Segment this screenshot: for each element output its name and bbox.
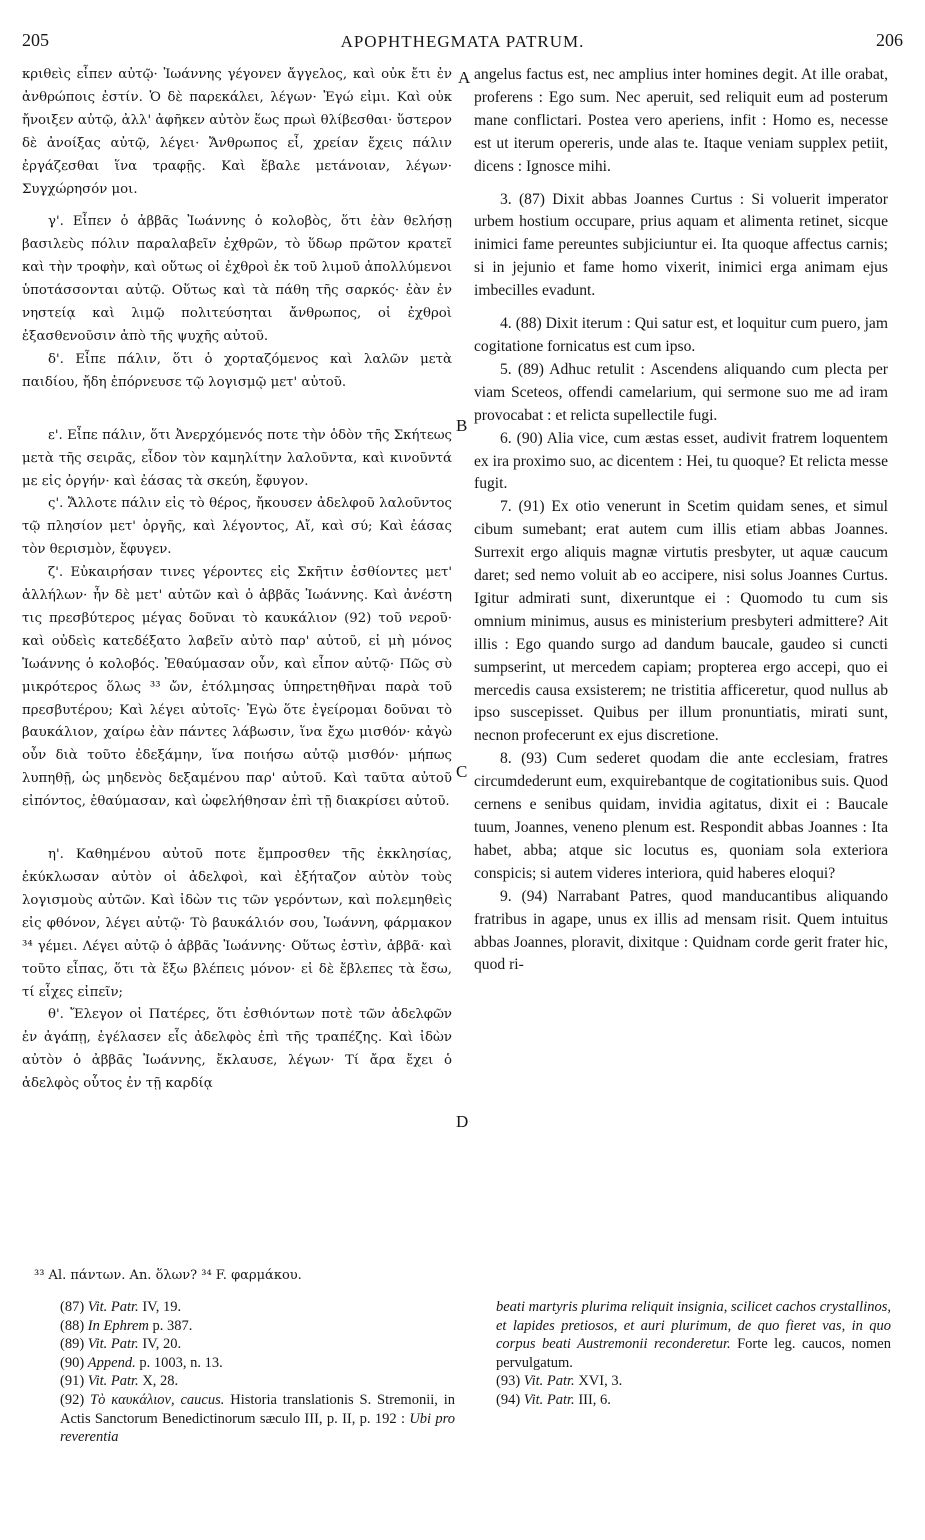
latin-paragraph: 4. (88) Dixit iterum : Qui satur est, et loquitur cum puero, jam cogitatione fornicatus est cum ipso. xyxy=(474,315,888,355)
footnote: (89) Vit. Patr. IV, 20. xyxy=(60,1336,182,1353)
greek-paragraph: γ'. Εἶπεν ὁ ἀββᾶς Ἰωάννης ὁ κολοβὸς, ὅτι ἐὰν θελήσῃ βασιλεὺς πόλιν παραλαβεῖν ἐχθρῶν, τὸ ὕδωρ πρῶτον κρατεῖ καὶ τὴν τροφὴν, καὶ οὕτως οἱ ἐχθροὶ ἐκ τοῦ λιμοῦ ἀπολλύμενοι ὑποτάσσονται αὐτῷ. Οὕτως καὶ τὰ πάθη τῆς σαρκός· ἐὰν ἐν νηστείᾳ καὶ λιμῷ πολιτεύσηται ἄνθρωπος, οἱ ἐχθροὶ ἐξασθενοῦσιν ἀπὸ τῆς ψυχῆς αὐτοῦ. xyxy=(22,214,452,344)
greek-paragraph: ε'. Εἶπε πάλιν, ὅτι Ἀνερχόμενός ποτε τὴν ὁδὸν τῆς Σκήτεως μετὰ τῆς σειρᾶς, εἶδον τὸν καμηλίτην λαλοῦντα, καὶ κινοῦντά με εἰς ὀργήν· καὶ ἐάσας τὰ σκεύη, ἔφυγον. xyxy=(22,427,452,489)
footnote-92-continued: beati martyris plurima reliquit insignia, scilicet cachos crystallinos, et lapides pretiosos, et auri plurimum, de quo fieret vas, in quo corpus beati Austremonii reconderetur. Forte leg. caucos, nomen pervulgatum. xyxy=(496,1299,891,1371)
critical-apparatus: ³³ Al. πάντων. An. ὅλων? ³⁴ F. φαρμάκου. xyxy=(34,1268,302,1283)
margin-marker-b: B xyxy=(456,416,468,435)
footnote-92: (92) Τὸ καυκάλιον, caucus. Historia translationis S. Stremonii, in Actis Sanctorum Benedictinorum sæculo III, p. II, p. 192 : Ubi pro reverentia xyxy=(60,1391,456,1446)
footnote: (94) Vit. Patr. III, 6. xyxy=(496,1391,611,1408)
running-title: ΑΡΟΡΗΤΗΕGΜΑΤΑ PATRUM. xyxy=(340,32,585,51)
footnote: (88) In Ephrem p. 387. xyxy=(60,1317,193,1334)
latin-paragraph: 5. (89) Adhuc retulit : Ascendens aliquando cum plecta per viam Sceteos, offendi camelarium, qui sermone suo me ad iram provocabat : et relicta supellectile fugi. xyxy=(474,360,888,424)
latin-paragraph: 3. (87) Dixit abbas Joannes Curtus : Si voluerit imperator urbem hostium occupare, prius aquam et alimenta retinet, sicque inimici fame pereuntes subjiciuntur ei. Ita quoque affectus carnis; si in jejunio et fame homo vixerit, inimici erga animam ejus imbecilles evadunt. xyxy=(474,190,888,300)
latin-paragraph: 6. (90) Alia vice, cum æstas esset, audivit fratrem loquentem ex ira proximo suo, ac dicentem : Hei, tu quoque? Et relicta messe fugit. xyxy=(474,429,888,493)
latin-column xyxy=(474,64,888,977)
page-number-left: 205 xyxy=(22,30,49,50)
greek-paragraph: ς'. Ἄλλοτε πάλιν εἰς τὸ θέρος, ἤκουσεν ἀδελφοῦ λαλοῦντος τῷ πλησίον μετ' ὀργῆς, καὶ λέγοντος, Αἴ, καὶ σύ; Καὶ ἐάσας τὸν θερισμὸν, ἔφυγεν. xyxy=(22,496,452,558)
footnote: (87) Vit. Patr. IV, 19. xyxy=(60,1299,182,1315)
footnotes-left xyxy=(60,1298,455,1447)
greek-paragraph: ζ'. Εὐκαιρήσαν τινες γέροντες εἰς Σκῆτιν ἐσθίοντες μετ' ἀλλήλων· ἦν δὲ μετ' αὐτῶν καὶ ὁ ἀββᾶς Ἰωάννης. Καὶ ἀνέστη τις πρεσβύτερος μέγας δοῦναι τὸ καυκάλιον (92) τοῦ νεροῦ· καὶ οὐδεὶς κατεδέξατο λαβεῖν αὐτὸ παρ' αὐτοῦ, εἰ μὴ μόνος Ἰωάννης ὁ κολοβός. Ἐθαύμασαν οὖν, καὶ εἶπον αὐτῷ· Πῶς σὺ μικρότερος ὅλως ³³ ὤν, ἐτόλμησας ὑπηρετηθῆναι παρὰ τοῦ πρεσβυτέρου; Καὶ λέγει αὐτοῖς· Ἐγὼ ὅτε ἐγείρομαι δοῦναι τὸ βαυκάλιον, χαίρω ἐὰν πάντες λάβωσιν, ἵνα ἔχω μισθόν· κἀγὼ οὖν διὰ τοῦτο ἐδεξάμην, ἵνα ποιήσω αὐτῷ μισθόν· μήπως λυπηθῇ, ὡς μηδενὸς δεξαμένου παρ' αὐτοῦ. Καὶ ταῦτα αὐτοῦ εἰπόντος, ἐθαύμασαν, καὶ ὠφελήθησαν ἐπὶ τῇ διακρίσει αὐτοῦ. xyxy=(22,565,452,810)
footnotes-right xyxy=(496,1298,891,1410)
page-header xyxy=(22,30,903,54)
latin-paragraph: 8. (93) Cum sederet quodam die ante ecclesiam, fratres circumdederunt eum, exquirebantque de cogitationibus suis. Quod cernens e senibus quidam, invidia agitatus, dixit ei : Baucale tuum, Joannes, veneno plenum est. Respondit abbas Joannes : Ita habet, abba; atque sic locutus es, quoniam sola exteriora conspicis; si autem videres interiora, quid haberes eloqui? xyxy=(474,750,888,882)
page-number-right: 206 xyxy=(876,30,903,50)
greek-paragraph: δ'. Εἶπε πάλιν, ὅτι ὁ χορταζόμενος καὶ λαλῶν μετὰ παιδίου, ἤδη ἐπόρνευσε τῷ λογισμῷ μετ' αὐτοῦ. xyxy=(22,351,452,390)
greek-paragraph: θ'. Ἔλεγον οἱ Πατέρες, ὅτι ἐσθιόντων ποτὲ τῶν ἀδελφῶν ἐν ἀγάπῃ, ἐγέλασεν εἷς ἀδελφὸς ἐπὶ τῆς τραπέζης. Καὶ ἰδὼν αὐτὸν ὁ ἀββᾶς Ἰωάννης, ἔκλαυσε, λέγων· Τί ἄρα ἔχει ὁ ἀδελφὸς οὗτος ἐν τῇ καρδίᾳ xyxy=(22,1007,452,1092)
greek-column xyxy=(22,64,452,1096)
footnote: (93) Vit. Patr. XVI, 3. xyxy=(496,1373,623,1390)
margin-marker-a: A xyxy=(458,68,471,87)
greek-paragraph: η'. Καθημένου αὐτοῦ ποτε ἔμπροσθεν τῆς ἐκκλησίας, ἐκύκλωσαν αὐτὸν οἱ ἀδελφοὶ, καὶ ἐξήταζον αὐτὸν τοὺς λογισμοὺς αὐτῶν. Καὶ ἰδὼν τις τῶν γερόντων, καὶ πολεμηθεὶς εἰς φθόνον, λέγει αὐτῷ· Τὸ βαυκάλιόν σου, Ἰωάννη, φάρμακον ³⁴ γέμει. Λέγει αὐτῷ ὁ ἀββᾶς Ἰωάννης· Οὕτως ἐστὶν, ἀββᾶ· καὶ τοῦτο εἶπας, ὅτι τὰ ἔξω βλέπεις μόνον· εἰ δὲ ἔβλεπες τὰ ἔσω, τί εἶχες εἰπεῖν; xyxy=(22,847,452,1000)
footnote: (91) Vit. Patr. X, 28. xyxy=(60,1373,179,1390)
greek-paragraph: κριθεὶς εἶπεν αὐτῷ· Ἰωάννης γέγονεν ἄγγελος, καὶ οὐκ ἔτι ἐν ἀνθρώποις ἐστίν. Ὁ δὲ παρεκάλει, λέγων· Ἐγώ εἰμι. Καὶ οὐκ ἤνοιξεν αὐτῷ, ἀλλ' ἀφῆκεν αὐτὸν ἕως πρωὶ θλίβεσθαι· ὕστερον δὲ ἀνοίξας αὐτῷ, λέγει· Ἄνθρωπος εἶ, χρείαν ἔχεις πάλιν ἐργάζεσθαι ἵνα τραφῇς. Καὶ ἔβαλε μετάνοιαν, λέγων· Συγχώρησόν μοι. xyxy=(22,67,452,197)
latin-paragraph: 9. (94) Narrabant Patres, quod manducantibus aliquando fratribus in agape, unus ex illis ad mensam risit. Quem intuitus abbas Joannes, ploravit, dixitque : Quidnam corde gerit frater hic, quod ri- xyxy=(474,887,888,974)
margin-marker-c: C xyxy=(456,762,468,781)
margin-marker-d: D xyxy=(456,1112,469,1131)
latin-paragraph: angelus factus est, nec amplius inter homines degit. At ille orabat, proferens : Ego sum. Nec aperuit, sed reliquit eum ad posterum mane conflictari. Postea vero aperiens, infit : Homo es, necesse est ut iterum opereris, unde alas te. Itaque veniam supplex petiit, dicens : Ignosce mihi. xyxy=(474,66,888,175)
footnote: (90) Append. p. 1003, n. 13. xyxy=(60,1354,223,1371)
latin-paragraph: 7. (91) Ex otio venerunt in Scetim quidam senes, et simul cibum sumebant; erat autem cum illis etiam abbas Joannes. Surrexit ergo aliquis magnæ virtutis presbyter, ut aquæ caucum daret; sed nemo voluit ab eo accipere, nisi solus Joannes Curtus. Igitur admirati sunt, dixeruntque ei : Quomodo tu cum sis omnium minimus, ausus es ministerium presbyteri admittere? Ait illis : Ego quando surgo ad dandum baucale, gaudeo si cuncti sumpserint, ut mercedem capiam; propterea ergo accepi, quo ei mercedis causa exsisterem; ne tristitia afficeretur, quod nullus ab ipso suscepisset. Quibus per illum pronuntiatis, mirati sunt, necnon profecerunt ex ejus discretione. xyxy=(474,498,888,745)
